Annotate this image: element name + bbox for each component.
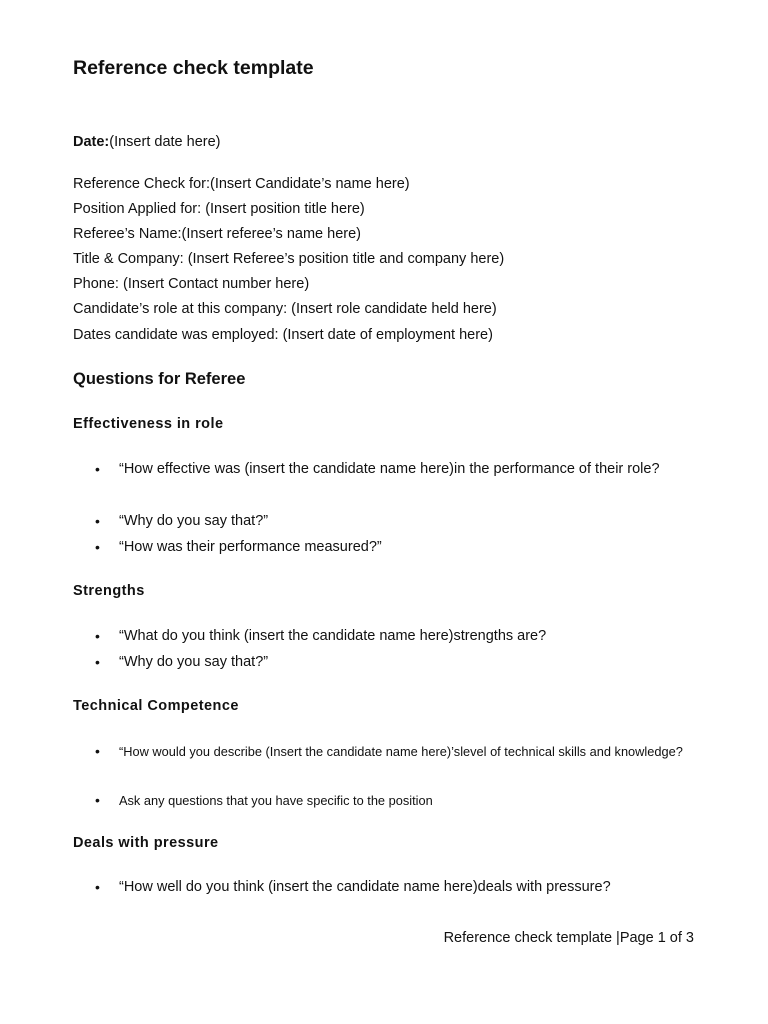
field-title-company: Title & Company: (Insert Referee’s position title and company here) (73, 251, 505, 268)
bullet-icon: • (95, 460, 100, 477)
list-item-text: Ask any questions that you have specific to the position (119, 792, 433, 808)
list-item-text: “Why do you say that?” (119, 512, 269, 529)
list-item-text: “How would you describe (Insert the candidate name here)’slevel of technical skills and knowledge? (119, 743, 683, 759)
date-label: Date: (73, 133, 110, 150)
section-heading-technical-competence: Technical Competence (73, 698, 239, 714)
field-referee-name: Referee’s Name:(Insert referee’s name here) (73, 225, 361, 242)
bullet-icon: • (95, 512, 100, 529)
section-heading-deals-with-pressure: Deals with pressure (73, 835, 219, 851)
bullet-icon: • (95, 627, 100, 644)
list-item (95, 624, 684, 649)
list-item-text: “How effective was (insert the candidate name here)in the performance of their role? (119, 460, 660, 477)
list-item-text: “What do you think (insert the candidate name here)strengths are? (119, 627, 547, 644)
page-title: Reference check template (73, 57, 314, 79)
bullet-icon: • (95, 791, 100, 808)
reference-fields (73, 172, 504, 348)
field-candidate-role: Candidate’s role at this company: (Insert role candidate held here) (73, 301, 497, 318)
date-line (73, 130, 221, 155)
list-item (95, 875, 684, 900)
list-item (95, 457, 684, 482)
list-item (95, 650, 684, 675)
field-reference-check-for: Reference Check for:(Insert Candidate’s name here) (73, 175, 410, 192)
list-item (95, 535, 684, 560)
list-item-text: “How was their performance measured?” (119, 538, 382, 555)
bullet-icon: • (95, 538, 100, 555)
field-position-applied-for: Position Applied for: (Insert position title here) (73, 200, 365, 217)
list-item (95, 509, 684, 534)
field-phone: Phone: (Insert Contact number here) (73, 276, 310, 293)
field-dates-employed: Dates candidate was employed: (Insert date of employment here) (73, 326, 493, 343)
section-heading-strengths: Strengths (73, 583, 145, 599)
date-value: (Insert date here) (109, 133, 221, 150)
list-item-text: “Why do you say that?” (119, 653, 269, 670)
list-item (95, 789, 709, 812)
bullet-icon: • (95, 653, 100, 670)
list-item (95, 740, 709, 763)
page-footer: Reference check template |Page 1 of 3 (443, 929, 694, 946)
questions-heading: Questions for Referee (73, 370, 246, 388)
section-heading-effectiveness: Effectiveness in role (73, 416, 224, 432)
list-item-text: “How well do you think (insert the candidate name here)deals with pressure? (119, 878, 611, 895)
bullet-icon: • (95, 742, 100, 759)
bullet-icon: • (95, 878, 100, 895)
